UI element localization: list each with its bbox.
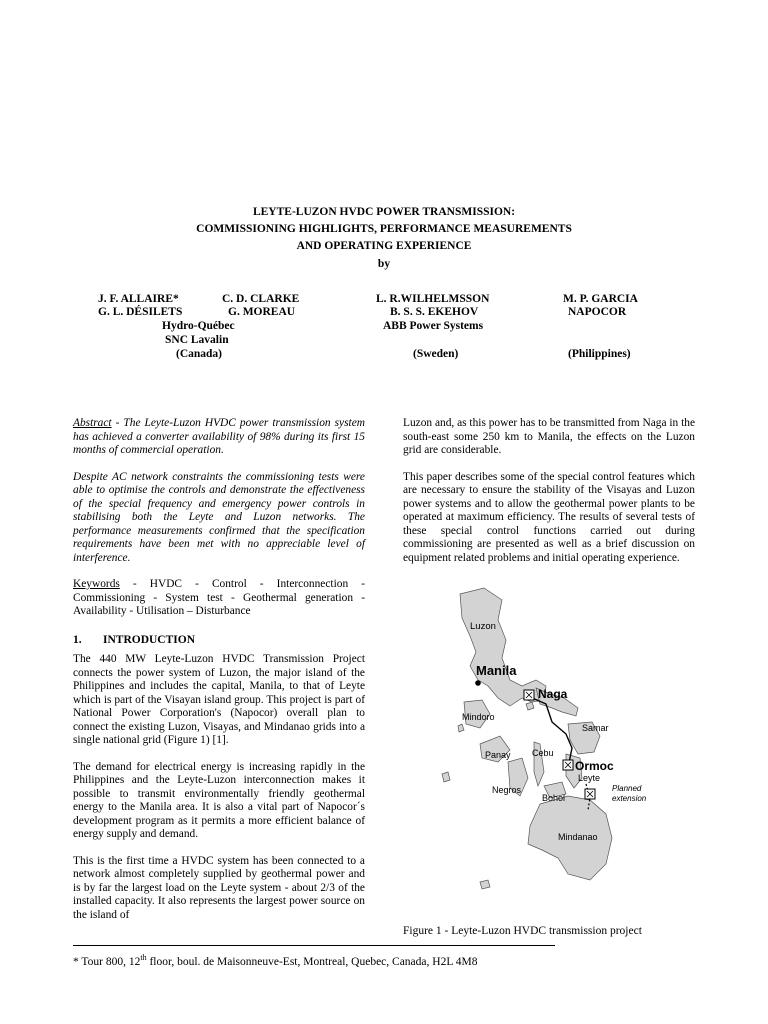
right-column (403, 417, 695, 565)
affiliation-hydro-quebec: Hydro-Québec (162, 320, 235, 332)
keywords-text: - HVDC - Control - Interconnection - Commissioning - System test - Geothermal generation - Availability - Utilisation – Disturbance (73, 578, 365, 617)
naga-converter-station (524, 690, 534, 700)
label-manila: Manila (476, 663, 517, 678)
footnote-sup: th (140, 953, 147, 962)
label-ormoc: Ormoc (575, 759, 614, 773)
author-wilhelmsson: L. R.WILHELMSSON (376, 293, 490, 305)
label-mindoro: Mindoro (462, 712, 495, 722)
label-bohol: Bohol (542, 793, 566, 803)
author-garcia: M. P. GARCIA (563, 293, 638, 305)
figure-caption: Figure 1 - Leyte-Luzon HVDC transmission project (403, 925, 642, 937)
paper-title-line-2: COMMISSIONING HIGHLIGHTS, PERFORMANCE MEASUREMENTS (196, 223, 572, 235)
intro-paragraph-3: This is the first time a HVDC system has been connected to a network almost completely supplied by geothermal power and is by far the largest load on the Leyte system - about 2/3 of the installed capacity. It also represents the largest power source on the island of (73, 854, 365, 921)
left-column (73, 417, 365, 922)
section-number: 1. (73, 633, 82, 646)
ormoc-converter-station (563, 760, 573, 770)
author-desilets: G. L. DÉSILETS (98, 306, 183, 318)
palawan-island (442, 772, 450, 782)
label-panay: Panay (485, 750, 511, 760)
country-philippines: (Philippines) (568, 348, 631, 360)
abstract-paragraph (73, 417, 365, 458)
author-moreau: G. MOREAU (228, 306, 296, 318)
footnote-rest: floor, boul. de Maisonneuve-Est, Montreal, Quebec, Canada, H2L 4M8 (146, 955, 478, 968)
label-planned: Planned (612, 784, 642, 793)
footnote-prefix: * Tour 800, 12 (73, 955, 141, 968)
right-paragraph-1: Luzon and, as this power has to be transmitted from Naga in the south-east some 250 km to Manila, the effects on the Luzon grid are considerable. (403, 417, 695, 456)
philippines-map-figure (440, 582, 660, 912)
section-heading (73, 634, 365, 648)
country-sweden: (Sweden) (413, 348, 459, 360)
abstract-label: Abstract (73, 417, 112, 429)
luzon-island (460, 588, 546, 706)
section-title: INTRODUCTION (103, 633, 196, 646)
label-luzon: Luzon (470, 621, 496, 632)
intro-paragraph-1: The 440 MW Leyte-Luzon HVDC Transmission Project connects the power system of Luzon, the major island of the Philippines and includes the capital, Manila, to that of Leyte which is part of the Visayan island group. This project is part of National Power Corporation's (Napocor) overall plan to connect the existing Luzon, Visayas, and Mindanao grids into a single national grid (Figure 1) [1]. (73, 653, 365, 746)
abstract-paragraph-2: Despite AC network constraints the commissioning tests were able to optimise the controls and demonstrate the effectiveness of the special frequency and emergency power controls in stabilising both the Leyte and Luzon networks. The performance measurements confirmed that the specification requirements have been met with no appreciable level of interference. (73, 470, 365, 564)
author-ekehov: B. S. S. EKEHOV (390, 306, 479, 318)
planned-station (585, 789, 595, 799)
label-negros: Negros (492, 785, 522, 795)
label-extension: extension (612, 794, 647, 803)
footnote (73, 951, 478, 969)
keywords-label: Keywords (73, 578, 120, 590)
affiliation-snc-lavalin: SNC Lavalin (165, 334, 229, 346)
paper-title-line-1: LEYTE-LUZON HVDC POWER TRANSMISSION: (252, 206, 516, 218)
manila-marker (475, 680, 481, 686)
intro-paragraph-2: The demand for electrical energy is increasing rapidly in the Philippines and the Leyte-Luzon interconnection makes it possible to transmit environmentally friendly geothermal energy to the Manila area. It is also a vital part of Napocor´s development program as it permits a more efficient balance of energy supply and demand. (73, 760, 365, 840)
author-clarke: C. D. CLARKE (222, 293, 300, 305)
keywords-paragraph (73, 578, 365, 619)
small-island-2 (526, 702, 534, 710)
author-allaire: J. F. ALLAIRE* (98, 293, 179, 305)
abstract-text: - The Leyte-Luzon HVDC power transmission system has achieved a converter availability of 98% during its first 15 months of commercial operation. (73, 417, 365, 456)
label-mindanao: Mindanao (558, 832, 598, 842)
label-samar: Samar (582, 723, 609, 733)
affiliation-abb: ABB Power Systems (383, 320, 484, 332)
affiliation-napocor: NAPOCOR (568, 306, 627, 318)
paper-title-by: by (377, 258, 391, 270)
paper-title-line-3: AND OPERATING EXPERIENCE (296, 240, 472, 252)
small-island-1 (458, 724, 464, 732)
sulu-island (480, 880, 490, 889)
right-paragraph-2: This paper describes some of the special control features which are necessary to ensure the stability of the Visayas and Luzon power systems and to allow the geothermal power plants to be operated at maximum efficiency. The results of several tests of these special control functions carried out during commissioning are presented as well as a brief discussion on equipment related problems and initial operating experience. (403, 470, 695, 564)
footnote-rule (73, 945, 555, 946)
label-cebu: Cebu (532, 748, 554, 758)
label-naga: Naga (538, 687, 568, 701)
label-leyte: Leyte (578, 773, 601, 783)
country-canada: (Canada) (176, 348, 223, 360)
